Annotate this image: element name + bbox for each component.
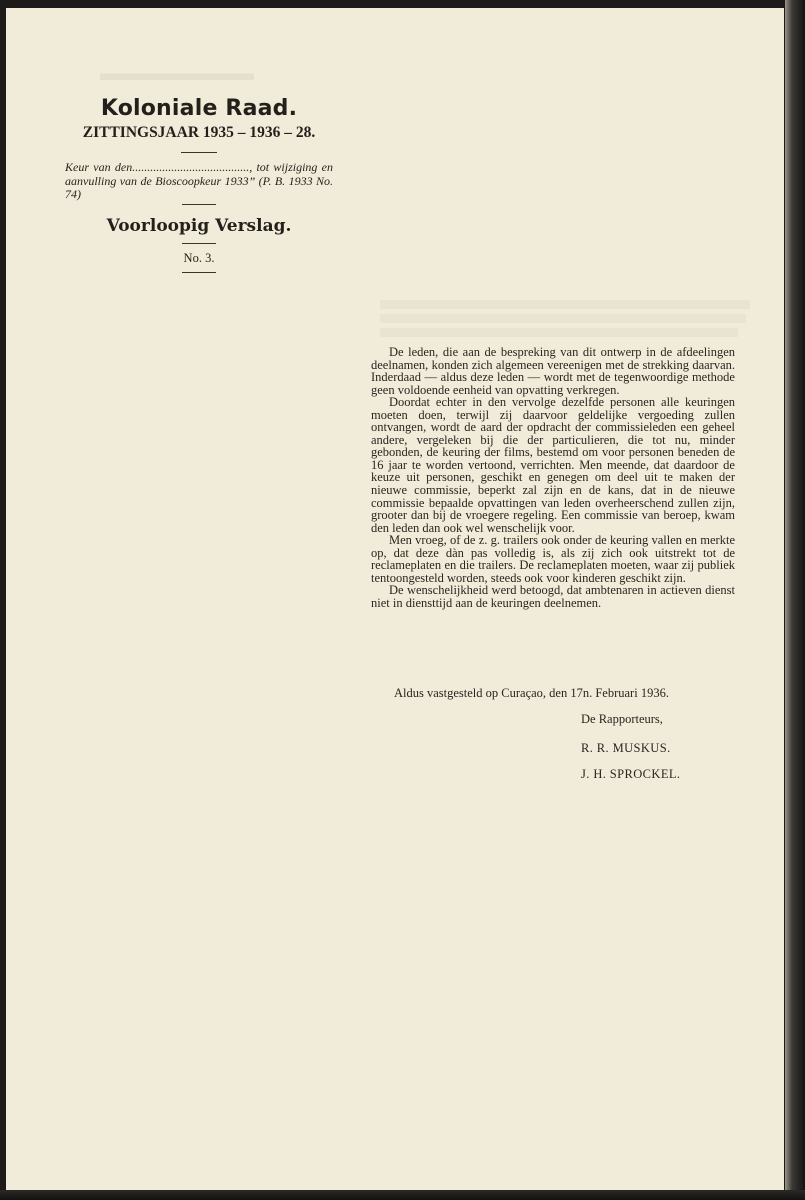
document-page bbox=[6, 8, 784, 1190]
paragraph: Men vroeg, of de z. g. trailers ook onder de keuring vallen en merkte op, dat deze dàn pas volledig is, als zij zich ook uitstrekt tot de reclameplaten en die trailers. De reclameplaten moeten, waar zij publiek tentoongesteld worden, steeds ook voor kinderen geschikt zijn. bbox=[371, 533, 735, 585]
document-heading bbox=[64, 94, 334, 273]
adoption-statement: Aldus vastgesteld op Curaçao, den 17n. Februari 1936. bbox=[394, 686, 669, 700]
bill-subject: Keur van den......................................., tot wijziging en aanvulling van de Bioscoopkeur 1933” (P. B. 1933 No. 74) bbox=[65, 160, 333, 201]
rapporteurs-label: De Rapporteurs, bbox=[581, 712, 663, 726]
divider bbox=[182, 204, 216, 205]
signatory: R. R. MUSKUS. bbox=[581, 741, 671, 755]
bleed-through-mark bbox=[380, 314, 746, 323]
council-title: Koloniale Raad. bbox=[100, 96, 298, 121]
divider bbox=[182, 243, 216, 244]
paragraph: Doordat echter in den vervolge dezelfde personen alle keuringen moeten doen, terwijl zij daarvoor geldelijke vergoeding zullen ontvangen, wordt de aard der opdracht der commissieleden een geheel andere, vergeleken bij die der particulieren, die tot nu, minder gebonden, de keuring der films, bestemd om voor personen beneden de 16 jaar te worden vertoond, verrichten. Men meende, dat daardoor de keuze uit personen, geschikt en genegen om deel uit te maken der nieuwe commissie, beperkt zal zijn en de kans, dat in de nieuwe commissie bepaalde opvattingen van leden overheerschend zullen zijn, grooter dan bij de vroegere regeling. Een commissie van beroep, kwam den leden dan ook wel wenschelijk voor. bbox=[371, 395, 735, 535]
bleed-through-mark: ▬▬▬▬▬▬▬ bbox=[100, 60, 254, 85]
report-title: Voorloopig Verslag. bbox=[106, 215, 292, 236]
signatory: J. H. SPROCKEL. bbox=[581, 767, 681, 781]
divider bbox=[181, 152, 217, 153]
report-body bbox=[371, 346, 735, 609]
paragraph: De wenschelijkheid werd betoogd, dat ambtenaren in actieven dienst niet in diensttijd aan de keuringen deelnemen. bbox=[371, 583, 735, 610]
session-year: ZITTINGSJAAR 1935 – 1936 – 28. bbox=[82, 124, 316, 141]
report-number: No. 3. bbox=[183, 250, 215, 265]
bleed-through-mark bbox=[380, 300, 750, 309]
page-edge-shadow bbox=[785, 0, 805, 1200]
page-edge-shadow bbox=[0, 1190, 805, 1200]
divider bbox=[182, 272, 216, 273]
paragraph: De leden, die aan de bespreking van dit ontwerp in de afdeelingen deelnamen, konden zich algemeen vereenigen met de strekking daarvan. Inderdaad — aldus deze leden — wordt met de tegenwoordige methode geen voldoende eenheid van opvatting verkregen. bbox=[371, 345, 735, 397]
bleed-through-mark bbox=[380, 328, 738, 337]
